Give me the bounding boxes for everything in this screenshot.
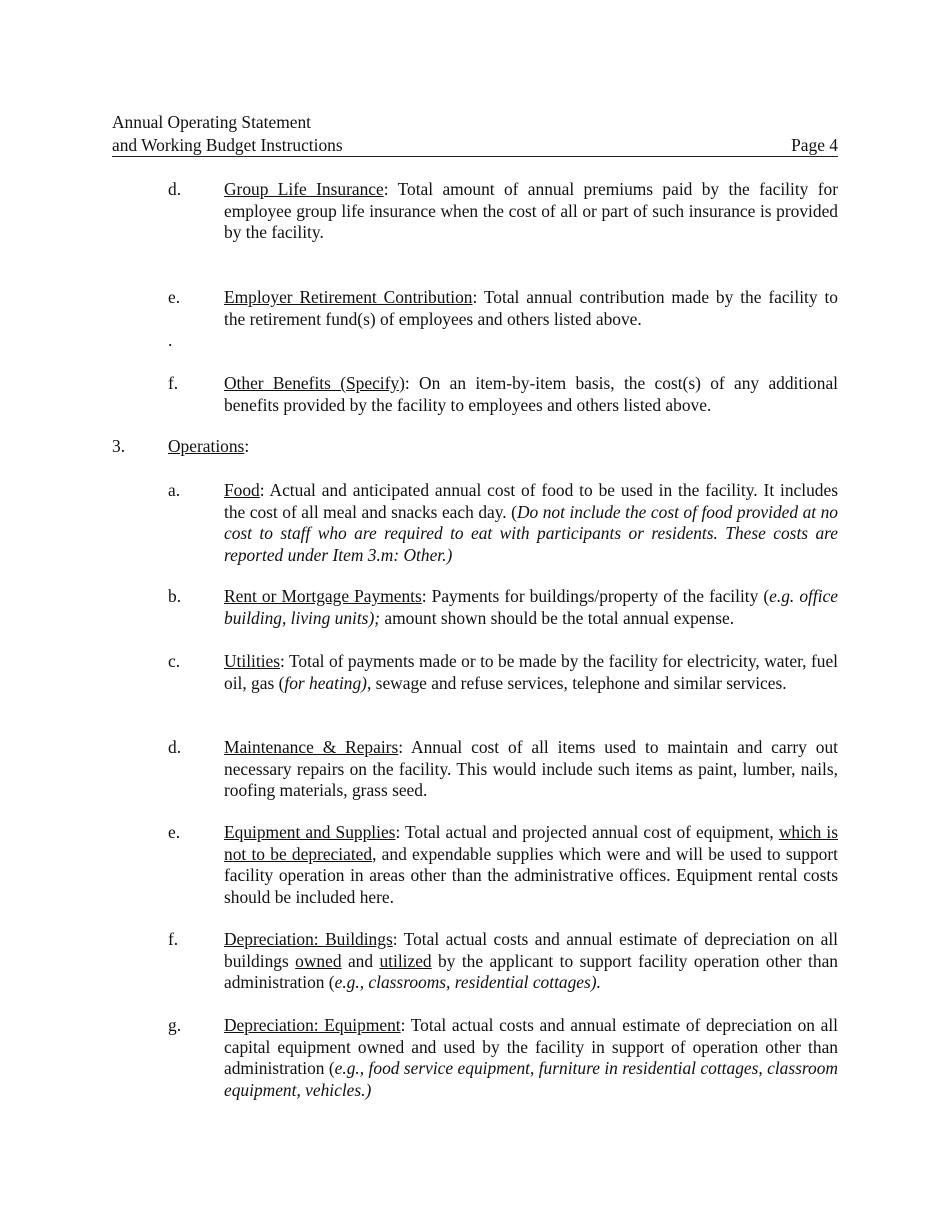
item-text: : Total amount of annual premiums paid by the facility for employee group life insurance when the cost of all or part of such insurance is provided by the facility. bbox=[224, 179, 838, 243]
item-text-mid: and bbox=[341, 950, 380, 971]
item-text-2: by the applicant to support facility operation other than administration ( bbox=[224, 950, 838, 993]
section-title: Operations: bbox=[168, 436, 250, 456]
item-tail: , sewage and refuse services, telephone and similar services. bbox=[366, 672, 787, 693]
item-example: e.g. office building, living units); bbox=[224, 586, 838, 628]
item-text: : Total of payments made or to be made by the facility for electricity, water, fuel oil, gas ( bbox=[224, 651, 838, 693]
document-subtitle: and Working Budget Instructions bbox=[112, 135, 343, 155]
item-text: : Total annual contribution made by the facility to the retirement fund(s) of employees and others listed above. bbox=[224, 287, 838, 329]
item-tail: amount shown should be the total annual expense. bbox=[380, 607, 735, 628]
item-label: e. bbox=[168, 822, 181, 842]
item-title: Other Benefits (Specify) bbox=[224, 373, 405, 393]
item-note: Do not include the cost of food provided at no cost to staff who are required to eat with participants or residents. These costs are reported under Item 3.m: Other.) bbox=[224, 501, 838, 565]
item-tail: , and expendable supplies which were and will be used to support facility operation in areas other than the administrative offices. Equipment rental costs should be included here. bbox=[224, 843, 838, 907]
item-label: d. bbox=[168, 179, 182, 199]
item-emphasis-owned: owned bbox=[295, 950, 342, 971]
item-title: Employer Retirement Contribution bbox=[224, 287, 473, 307]
item-label: d. bbox=[168, 737, 182, 757]
item-body bbox=[224, 737, 838, 802]
item-label: a. bbox=[168, 480, 181, 500]
item-text: : Total actual costs and annual estimate of depreciation on all buildings bbox=[224, 929, 838, 971]
item-body bbox=[224, 651, 838, 694]
item-title: Equipment and Supplies bbox=[224, 822, 396, 842]
item-example: for heating) bbox=[284, 672, 367, 693]
item-example: e.g., food service equipment, furniture in residential cottages, classroom equipment, vehicles.) bbox=[224, 1058, 838, 1100]
item-text: : Total actual and projected annual cost of equipment, bbox=[395, 822, 779, 842]
stray-period: . bbox=[168, 330, 173, 350]
item-title: Utilities bbox=[224, 651, 281, 671]
item-label: e. bbox=[168, 287, 181, 307]
item-label: f. bbox=[168, 373, 179, 393]
item-body bbox=[224, 179, 838, 244]
document-title: Annual Operating Statement bbox=[112, 112, 311, 132]
item-body bbox=[224, 1015, 838, 1101]
item-emphasis: which is not to be depreciated bbox=[224, 822, 838, 864]
item-label: b. bbox=[168, 586, 182, 606]
item-emphasis-utilized: utilized bbox=[379, 950, 432, 971]
item-text: : Annual cost of all items used to maintain and carry out necessary repairs on the facility. This would include such items as paint, lumber, nails, roofing materials, grass seed. bbox=[224, 737, 838, 801]
item-title: Food bbox=[224, 480, 260, 500]
item-title: Depreciation: Equipment bbox=[224, 1015, 401, 1035]
item-text: : On an item-by-item basis, the cost(s) of any additional benefits provided by the facility to employees and others listed above. bbox=[224, 373, 838, 415]
item-label: f. bbox=[168, 929, 179, 949]
item-body bbox=[224, 287, 838, 330]
item-text: : Payments for buildings/property of the facility ( bbox=[421, 586, 770, 606]
section-number: 3. bbox=[112, 436, 126, 456]
item-example: e.g., classrooms, residential cottages). bbox=[334, 972, 601, 993]
item-body bbox=[224, 480, 838, 566]
item-title: Depreciation: Buildings bbox=[224, 929, 393, 949]
item-label: g. bbox=[168, 1015, 182, 1035]
item-label: c. bbox=[168, 651, 181, 671]
page-number: Page 4 bbox=[791, 135, 838, 155]
item-title: Maintenance & Repairs bbox=[224, 737, 399, 757]
item-text: : Total actual costs and annual estimate of depreciation on all capital equipment owned and used by the facility in support of operation other than administration ( bbox=[224, 1015, 838, 1079]
item-body bbox=[224, 586, 838, 629]
item-body bbox=[224, 822, 838, 908]
item-title: Group Life Insurance bbox=[224, 179, 384, 199]
item-title: Rent or Mortgage Payments bbox=[224, 586, 422, 606]
item-body bbox=[224, 373, 838, 416]
header-row bbox=[112, 135, 838, 157]
item-text: : Actual and anticipated annual cost of food to be used in the facility. It includes the cost of all meal and snacks each day. ( bbox=[224, 480, 838, 522]
item-body bbox=[224, 929, 838, 994]
